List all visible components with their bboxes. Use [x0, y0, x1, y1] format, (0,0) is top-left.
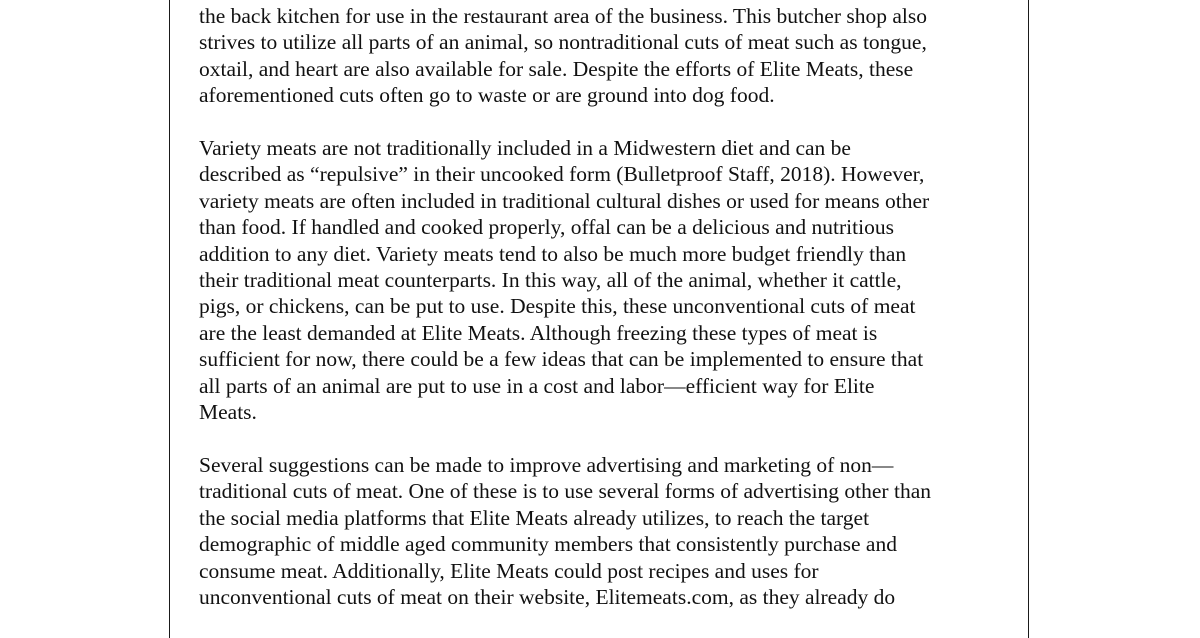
paragraph-gap [199, 109, 1009, 135]
text-line: addition to any diet. Variety meats tend to also be much more budget friendly than [199, 241, 907, 266]
paragraph-3 [199, 452, 1009, 610]
paragraph-2 [199, 135, 1009, 425]
document-body [199, 3, 1009, 610]
text-line: strives to utilize all parts of an animal, so nontraditional cuts of meat such as tongue, [199, 30, 927, 55]
text-line: unconventional cuts of meat on their website, Elitemeats.com, as they already do [199, 584, 896, 609]
text-line: Meats. [199, 400, 257, 425]
text-line: all parts of an animal are put to use in a cost and labor—efficient way for Elite [199, 373, 875, 398]
paragraph-gap [199, 425, 1009, 451]
text-line: variety meats are often included in traditional cultural dishes or used for means other [199, 188, 930, 213]
text-line: described as “repulsive” in their uncooked form (Bulletproof Staff, 2018). However, [199, 162, 925, 187]
text-line: demographic of middle aged community members that consistently purchase and [199, 532, 897, 557]
paragraph-1 [199, 3, 1009, 109]
text-line: the back kitchen for use in the restaurant area of the business. This butcher shop also [199, 4, 927, 28]
text-line: the social media platforms that Elite Meats already utilizes, to reach the target [199, 505, 870, 530]
text-line: pigs, or chickens, can be put to use. Despite this, these unconventional cuts of meat [199, 294, 916, 319]
text-line: are the least demanded at Elite Meats. Although freezing these types of meat is [199, 320, 878, 345]
text-line: oxtail, and heart are also available for sale. Despite the efforts of Elite Meats, these [199, 56, 914, 81]
text-line: aforementioned cuts often go to waste or are ground into dog food. [199, 83, 775, 108]
text-line: sufficient for now, there could be a few ideas that can be implemented to ensure that [199, 347, 924, 372]
text-line: their traditional meat counterparts. In this way, all of the animal, whether it cattle, [199, 268, 902, 293]
text-line: Several suggestions can be made to improve advertising and marketing of non— [199, 452, 894, 477]
text-line: traditional cuts of meat. One of these is to use several forms of advertising other than [199, 479, 931, 504]
text-line: than food. If handled and cooked properly, offal can be a delicious and nutritious [199, 215, 894, 240]
text-line: consume meat. Additionally, Elite Meats could post recipes and uses for [199, 558, 819, 583]
text-line: Variety meats are not traditionally included in a Midwestern diet and can be [199, 136, 851, 161]
